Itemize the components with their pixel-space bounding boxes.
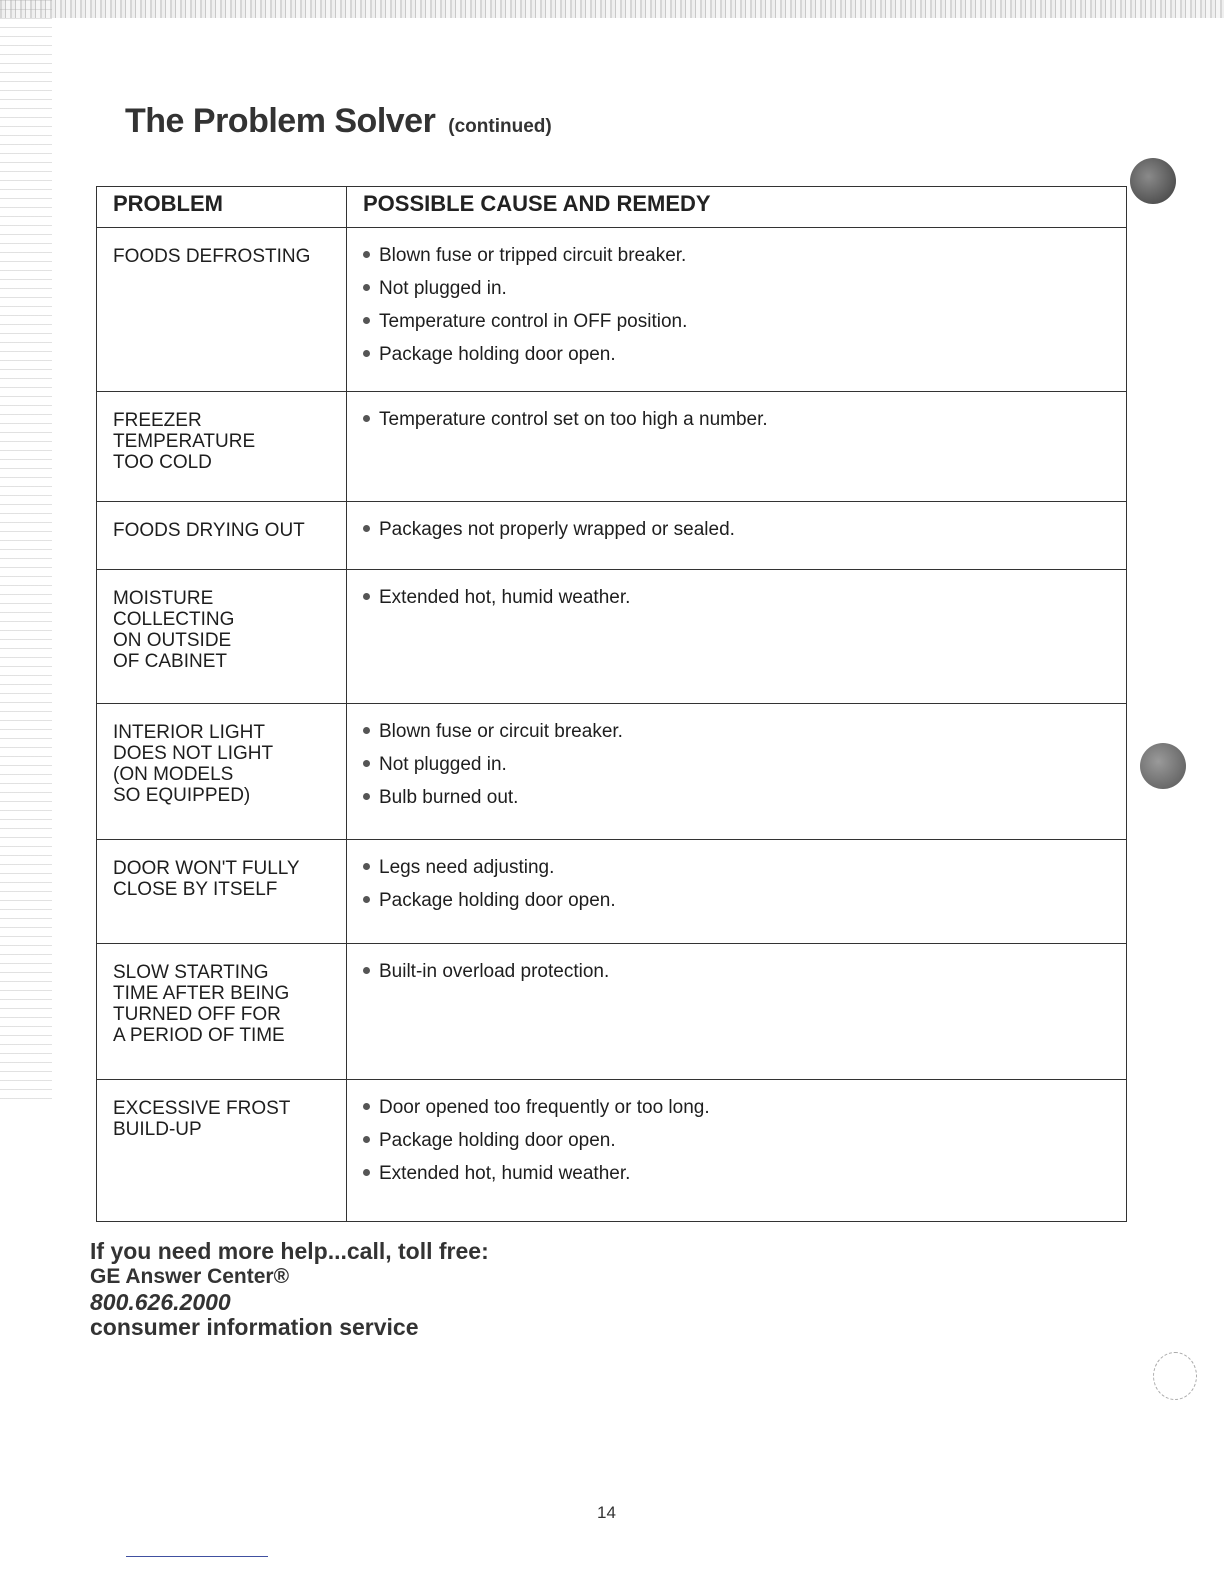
answer-center-name: GE Answer Center® [90,1265,290,1288]
remedy-item: Bulb burned out. [363,788,1110,808]
table-row [97,502,1127,570]
table-header-row [97,187,1127,228]
remedy-item: Not plugged in. [363,755,1110,775]
remedy-item: Extended hot, humid weather. [363,588,1110,608]
problem-line: A PERIOD OF TIME [113,1025,285,1046]
remedy-cell [347,502,1127,570]
problem-line: DOES NOT LIGHT [113,743,274,764]
problem-cell [97,704,347,840]
problem-line: INTERIOR LIGHT [113,722,266,743]
problem-cell [97,1080,347,1222]
remedy-item: Extended hot, humid weather. [363,1164,1110,1184]
remedy-item: Packages not properly wrapped or sealed. [363,520,1110,540]
problem-line: SO EQUIPPED) [113,785,251,806]
problem-line: TEMPERATURE [113,431,256,452]
remedy-item: Package holding door open. [363,1131,1110,1151]
header-problem: PROBLEM [97,187,347,228]
problem-line: OF CABINET [113,651,228,672]
problem-line: COLLECTING [113,609,235,630]
remedy-item: Built-in overload protection. [363,962,1110,982]
remedy-cell [347,392,1127,502]
remedy-item: Temperature control set on too high a number. [363,410,1110,430]
footer-rule [126,1556,268,1557]
table-row [97,392,1127,502]
table-row [97,570,1127,704]
problem-cell [97,502,347,570]
remedy-cell [347,944,1127,1080]
punch-hole-icon [1153,1352,1197,1400]
remedy-item: Package holding door open. [363,891,1110,911]
table-row [97,704,1127,840]
scan-edge-top [0,0,1224,18]
problem-cell [97,944,347,1080]
problem-line: ON OUTSIDE [113,630,232,651]
table-row [97,944,1127,1080]
remedy-cell [347,1080,1127,1222]
table-row [97,1080,1127,1222]
problem-line: MOISTURE [113,588,214,609]
header-remedy: POSSIBLE CAUSE AND REMEDY [347,187,1127,228]
remedy-item: Blown fuse or tripped circuit breaker. [363,246,1110,266]
problem-line: BUILD-UP [113,1119,202,1140]
problem-line: FOODS DEFROSTING [113,246,311,267]
problem-line: SLOW STARTING [113,962,269,983]
remedy-cell [347,840,1127,944]
problem-line: TOO COLD [113,452,212,473]
page-number: 14 [597,1503,616,1522]
remedy-cell [347,228,1127,392]
problem-line: FREEZER [113,410,202,431]
problem-cell [97,840,347,944]
problem-line: TURNED OFF FOR [113,1004,281,1025]
problem-line: CLOSE BY ITSELF [113,879,278,900]
problem-line: (ON MODELS [113,764,234,785]
remedy-cell [347,704,1127,840]
remedy-item: Temperature control in OFF position. [363,312,1110,332]
punch-hole-icon [1130,158,1176,204]
remedy-item: Blown fuse or circuit breaker. [363,722,1110,742]
scan-edge-left [0,0,52,1100]
problem-line: TIME AFTER BEING [113,983,290,1004]
problem-solver-table [96,186,1127,1222]
page-title-continued: (continued) [448,116,552,137]
problem-line: FOODS DRYING OUT [113,520,305,541]
remedy-item: Door opened too frequently or too long. [363,1098,1110,1118]
problem-cell [97,570,347,704]
toll-free-phone: 800.626.2000 [90,1289,231,1315]
problem-line: EXCESSIVE FROST [113,1098,291,1119]
table-row [97,840,1127,944]
help-contact-block [90,1238,489,1340]
problem-cell [97,228,347,392]
problem-cell [97,392,347,502]
problem-line: DOOR WON'T FULLY [113,858,300,879]
consumer-info-service: consumer information service [90,1314,419,1340]
remedy-item: Package holding door open. [363,345,1110,365]
remedy-item: Not plugged in. [363,279,1110,299]
table-row [97,228,1127,392]
page-title [125,102,552,141]
remedy-cell [347,570,1127,704]
remedy-item: Legs need adjusting. [363,858,1110,878]
punch-hole-icon [1140,743,1186,789]
help-prompt: If you need more help...call, toll free: [90,1238,489,1264]
page-title-text: The Problem Solver [125,102,436,140]
